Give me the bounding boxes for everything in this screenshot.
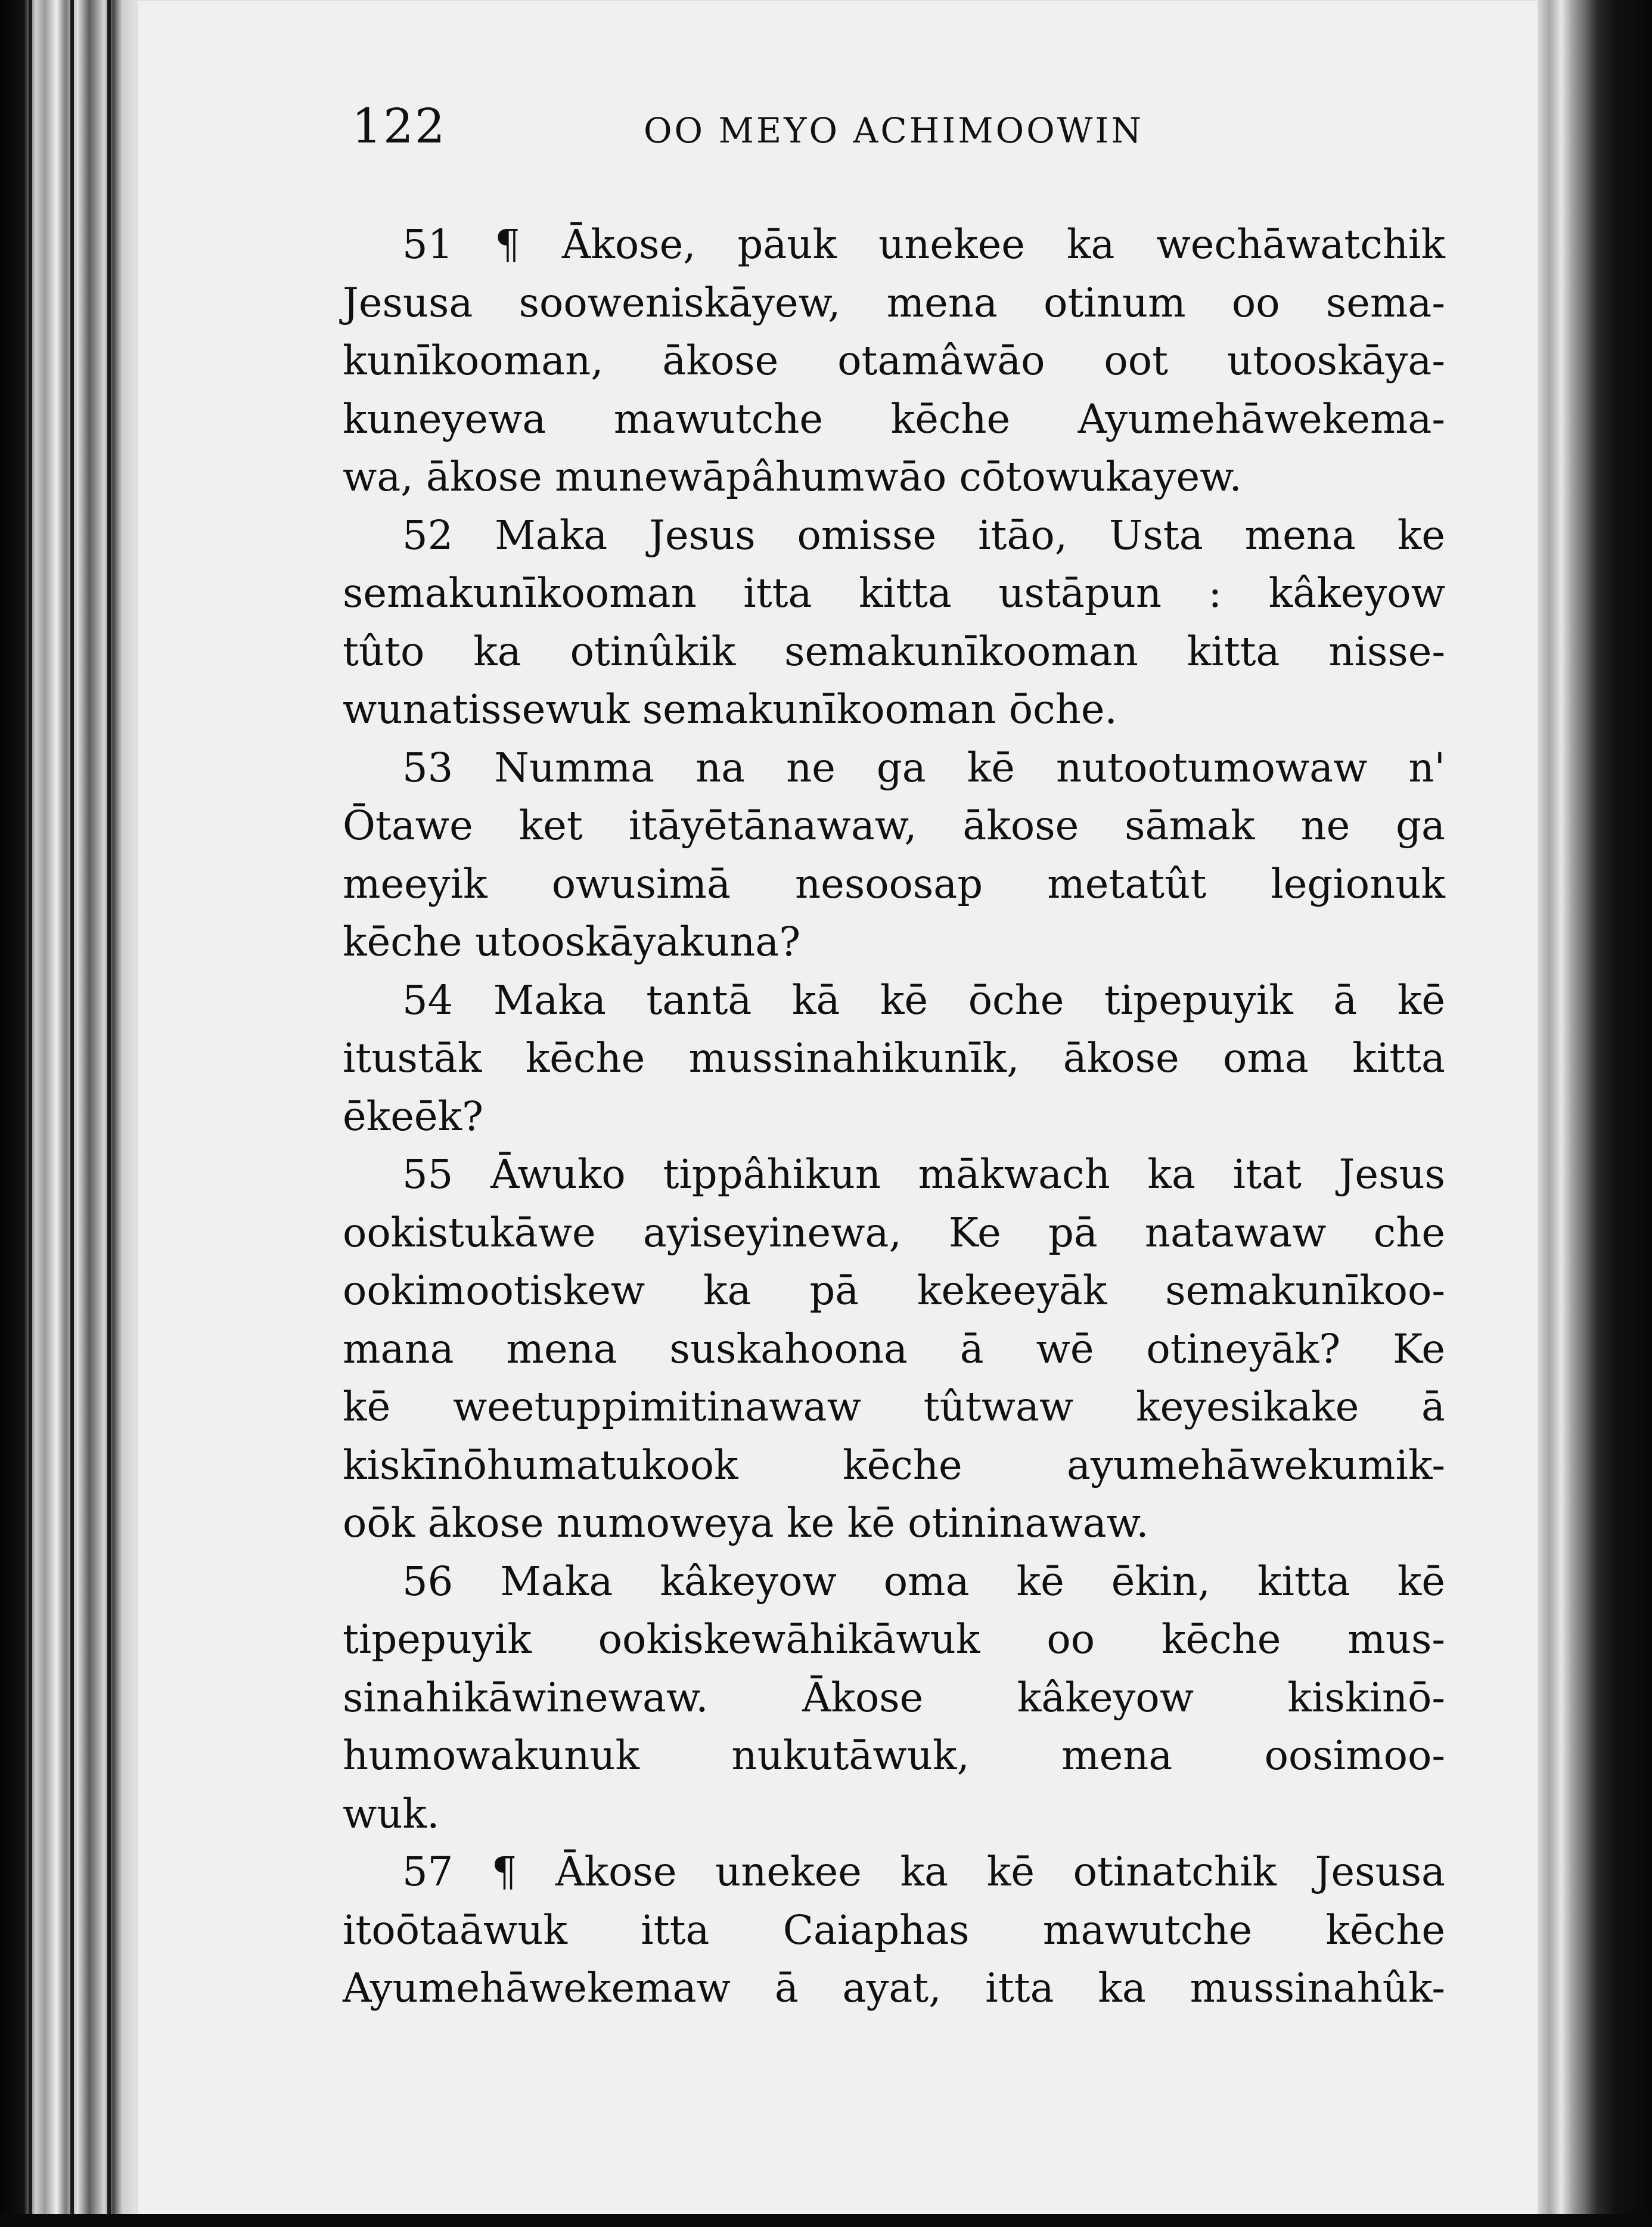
text-line: ookimootiskew ka pā kekeeyāk semakunīkoo- bbox=[343, 1267, 1445, 1314]
scan-bottom-border bbox=[0, 2214, 1652, 2227]
text-line: kuneyewa mawutche kēche Ayumehāwekema- bbox=[343, 395, 1445, 442]
text-line: tûto ka otinûkik semakunīkooman kitta nisse- bbox=[343, 628, 1445, 675]
text-line: meeyik owusimā nesoosap metatût legionuk bbox=[343, 860, 1445, 907]
text-line: ookistukāwe ayiseyinewa, Ke pā natawaw che bbox=[343, 1209, 1445, 1256]
text-line: 56 Maka kâkeyow oma kē ēkin, kitta kē bbox=[402, 1558, 1445, 1605]
gutter-line bbox=[29, 0, 32, 2227]
page-header bbox=[352, 98, 1472, 164]
text-line: oōk ākose numoweya ke kē otininawaw. bbox=[343, 1500, 1149, 1546]
text-line: kunīkooman, ākose otamâwāo oot utooskāya- bbox=[343, 337, 1445, 384]
text-line: kēche utooskāyakuna? bbox=[343, 919, 801, 965]
gutter-line bbox=[70, 0, 74, 2227]
page-fore-edge bbox=[1538, 0, 1652, 2227]
text-line: 54 Maka tantā kā kē ōche tipepuyik ā kē bbox=[402, 976, 1445, 1023]
page-number: 122 bbox=[352, 98, 446, 154]
text-line: itoōtaāwuk itta Caiaphas mawutche kēche bbox=[343, 1906, 1445, 1953]
text-line: 57 ¶ Ākose unekee ka kē otinatchik Jesusa bbox=[402, 1848, 1445, 1895]
text-line: wuk. bbox=[343, 1790, 440, 1837]
text-line: humowakunuk nukutāwuk, mena oosimoo- bbox=[343, 1732, 1445, 1779]
text-line: sinahikāwinewaw. Ākose kâkeyow kiskinō- bbox=[343, 1674, 1445, 1721]
text-line: mana mena suskahoona ā wē otineyāk? Ke bbox=[343, 1325, 1445, 1372]
page-body bbox=[343, 216, 1445, 2018]
text-line: 51 ¶ Ākose, pāuk unekee ka wechāwatchik bbox=[402, 221, 1445, 268]
text-line: 53 Numma na ne ga kē nutootumowaw n' bbox=[402, 744, 1445, 791]
text-line: Ōtawe ket itāyētānawaw, ākose sāmak ne ga bbox=[343, 802, 1445, 849]
text-line: 52 Maka Jesus omisse itāo, Usta mena ke bbox=[402, 511, 1445, 559]
running-head: OO MEYO ACHIMOOWIN bbox=[644, 110, 1144, 151]
text-line: ēkeēk? bbox=[343, 1093, 484, 1140]
text-line: 55 Āwuko tippâhikun mākwach ka itat Jesus bbox=[402, 1151, 1445, 1198]
text-line: itustāk kēche mussinahikunīk, ākose oma kitta bbox=[343, 1035, 1445, 1081]
text-line: kē weetuppimitinawaw tûtwaw keyesikake ā bbox=[343, 1384, 1445, 1430]
gutter-line bbox=[107, 0, 111, 2227]
text-line: semakunīkooman itta kitta ustāpun : kâkeyow bbox=[343, 570, 1445, 616]
text-line: wa, ākose munewāpâhumwāo cōtowukayew. bbox=[343, 454, 1242, 500]
text-line: kiskīnōhumatukook kēche ayumehāwekumik- bbox=[343, 1441, 1445, 1488]
text-line: tipepuyik ookiskewāhikāwuk oo kēche mus- bbox=[343, 1616, 1445, 1663]
text-line: Jesusa sooweniskāyew, mena otinum oo sema- bbox=[343, 279, 1445, 326]
text-line: wunatissewuk semakunīkooman ōche. bbox=[343, 686, 1117, 733]
text-line: Ayumehāwekemaw ā ayat, itta ka mussinahûk- bbox=[343, 1965, 1445, 2011]
